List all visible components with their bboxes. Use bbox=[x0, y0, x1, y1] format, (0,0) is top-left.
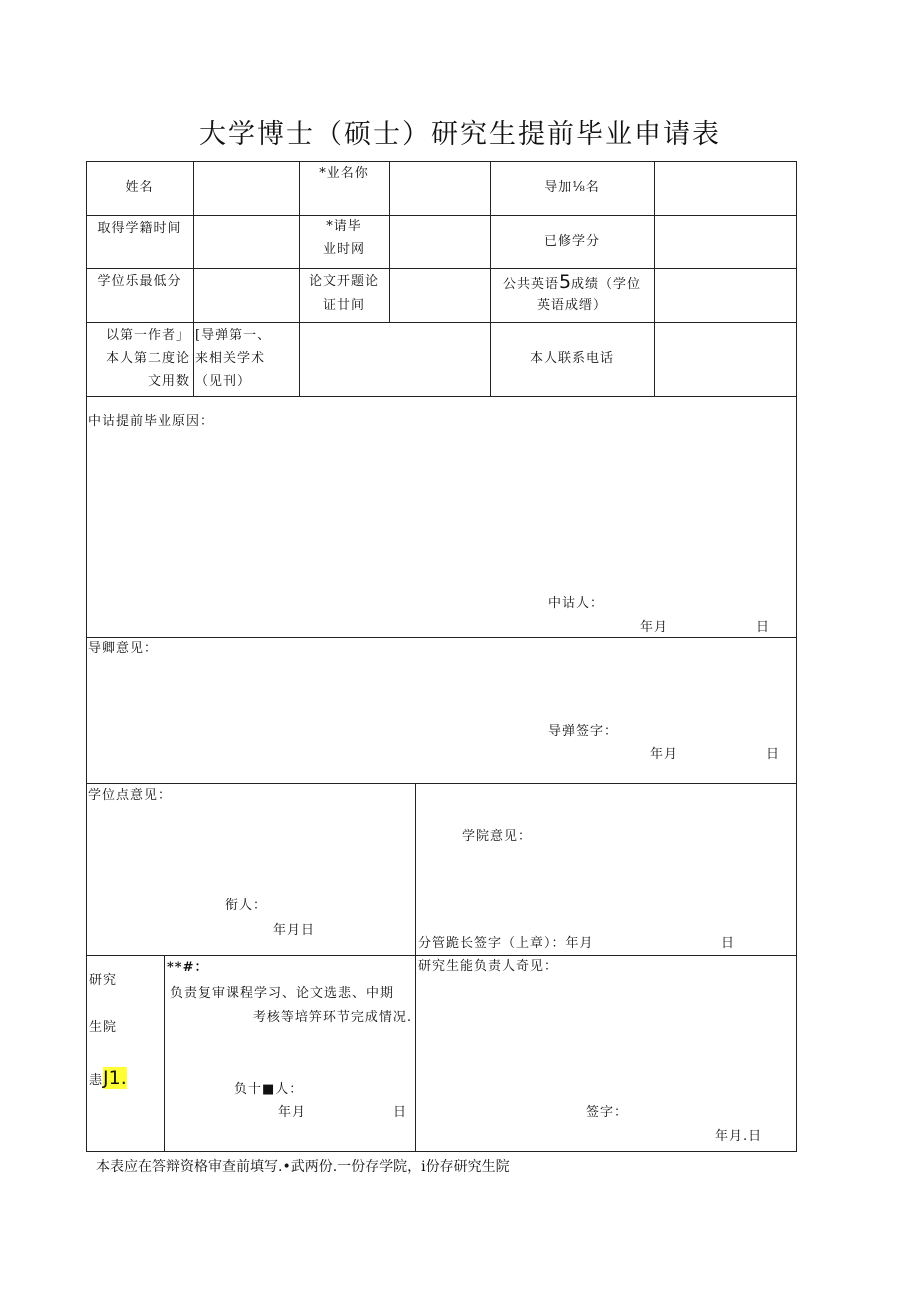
papers-count-field[interactable] bbox=[300, 323, 490, 396]
grad-time-label-1: *请毕 bbox=[326, 219, 362, 234]
degree-point-label: 学位点意见： bbox=[88, 788, 173, 803]
name-field[interactable] bbox=[194, 162, 299, 215]
college-date-d: 日 bbox=[721, 936, 736, 951]
college-opinion-field[interactable] bbox=[418, 852, 794, 927]
reason-label: 中诂提前毕业原因： bbox=[88, 414, 215, 429]
degree-point-field[interactable] bbox=[88, 810, 413, 890]
highlighted-mark: J1. bbox=[103, 1067, 127, 1089]
papers-label-2: 本人第二度论 bbox=[105, 351, 190, 366]
grad-school-signer: 负十■人： bbox=[234, 1082, 304, 1097]
col-divider bbox=[415, 783, 416, 1152]
form-title: 大学博士（硕士）研究生提前毕业申请表 bbox=[199, 119, 721, 150]
grad-time-field[interactable] bbox=[390, 216, 490, 268]
thesis-time-label-2: 证廿间 bbox=[322, 298, 365, 313]
grad-school-label-char: 恚 bbox=[89, 1073, 104, 1088]
border-right bbox=[796, 161, 797, 1152]
border-bottom bbox=[86, 1151, 797, 1152]
grad-school-label-3 bbox=[89, 1066, 127, 1093]
reason-signer-label: 中诂人： bbox=[548, 596, 605, 611]
grad-school-section-title: **#： bbox=[167, 960, 209, 975]
min-score-label: 学位乐最低分 bbox=[97, 274, 182, 289]
grad-school-date-d: 日 bbox=[393, 1105, 408, 1120]
advisor-opinion-field[interactable] bbox=[88, 662, 794, 714]
grad-school-desc-1: 负责复审课程学习、论文选悲、中期 bbox=[170, 986, 395, 1001]
phone-field[interactable] bbox=[655, 323, 796, 396]
grad-head-date: 年月.日 bbox=[715, 1129, 763, 1144]
major-label: *业名你 bbox=[319, 166, 369, 181]
reason-date-d: 日 bbox=[756, 620, 771, 635]
advisor-signer-label: 导弹签字： bbox=[548, 724, 619, 739]
grad-time-label-2: 业时网 bbox=[322, 242, 365, 257]
advisor-label: 导加⅛名 bbox=[544, 180, 600, 195]
journal-label-2: 来相关学术 bbox=[195, 351, 266, 366]
reason-date-ym: 年月 bbox=[640, 620, 669, 635]
english-score-label-2: 英语成缙） bbox=[536, 298, 607, 313]
thesis-time-label-1: 论文开题论 bbox=[308, 274, 379, 289]
english-label-part: 公共英语 bbox=[502, 277, 559, 292]
credits-label: 已修学分 bbox=[543, 234, 600, 249]
row-divider bbox=[86, 396, 797, 397]
credits-field[interactable] bbox=[655, 216, 796, 268]
english-label-number: 5 bbox=[558, 271, 572, 293]
phone-label: 本人联系电话 bbox=[529, 351, 614, 366]
advisor-date-ym: 年月 bbox=[650, 747, 679, 762]
journal-label-1: [导弹第一、 bbox=[195, 328, 272, 343]
enroll-time-field[interactable] bbox=[194, 216, 299, 268]
enroll-time-label: 取得学籍时间 bbox=[97, 221, 182, 236]
grad-head-label: 研究生能负责人奇见： bbox=[418, 959, 559, 974]
college-opinion-label: 学院意见： bbox=[462, 829, 533, 844]
degree-point-date: 年月日 bbox=[273, 923, 316, 938]
min-score-field[interactable] bbox=[194, 269, 299, 322]
grad-school-label-2: 生院 bbox=[89, 1020, 118, 1035]
footnote: 本表应在答辩资格审查前填写.•武两份.一份存学院，i份存研究生院 bbox=[96, 1159, 510, 1175]
thesis-time-field[interactable] bbox=[390, 269, 490, 322]
border-left bbox=[86, 161, 87, 1152]
grad-head-field[interactable] bbox=[418, 982, 794, 1097]
degree-point-signer: 衔人： bbox=[225, 898, 268, 913]
grad-head-signer: 签字： bbox=[586, 1105, 629, 1120]
grad-school-label-1: 研究 bbox=[89, 973, 118, 988]
journal-label-3: （见刊） bbox=[195, 374, 252, 389]
row-divider bbox=[86, 637, 797, 638]
grad-school-date-ym: 年月 bbox=[278, 1105, 307, 1120]
grad-school-desc-2: 考核等培笄环节完成情况. bbox=[252, 1010, 412, 1025]
advisor-field[interactable] bbox=[655, 162, 796, 215]
papers-label-3: 文用数 bbox=[147, 374, 190, 389]
english-score-field[interactable] bbox=[655, 269, 796, 322]
english-label-part: 成绩（学位 bbox=[571, 277, 642, 292]
major-field[interactable] bbox=[390, 162, 490, 215]
papers-label-1: 以第一作者」 bbox=[105, 328, 190, 343]
college-signer: 分管跪长签字（上章）：年月 bbox=[418, 936, 594, 951]
reason-field[interactable] bbox=[88, 436, 794, 586]
grad-school-field[interactable] bbox=[167, 1032, 413, 1076]
name-label: 姓名 bbox=[125, 180, 154, 195]
col-divider bbox=[164, 955, 165, 1152]
advisor-date-d: 日 bbox=[766, 747, 781, 762]
advisor-opinion-label: 导卿意见： bbox=[88, 641, 159, 656]
row-divider bbox=[86, 783, 797, 784]
english-score-label-1 bbox=[490, 270, 654, 297]
